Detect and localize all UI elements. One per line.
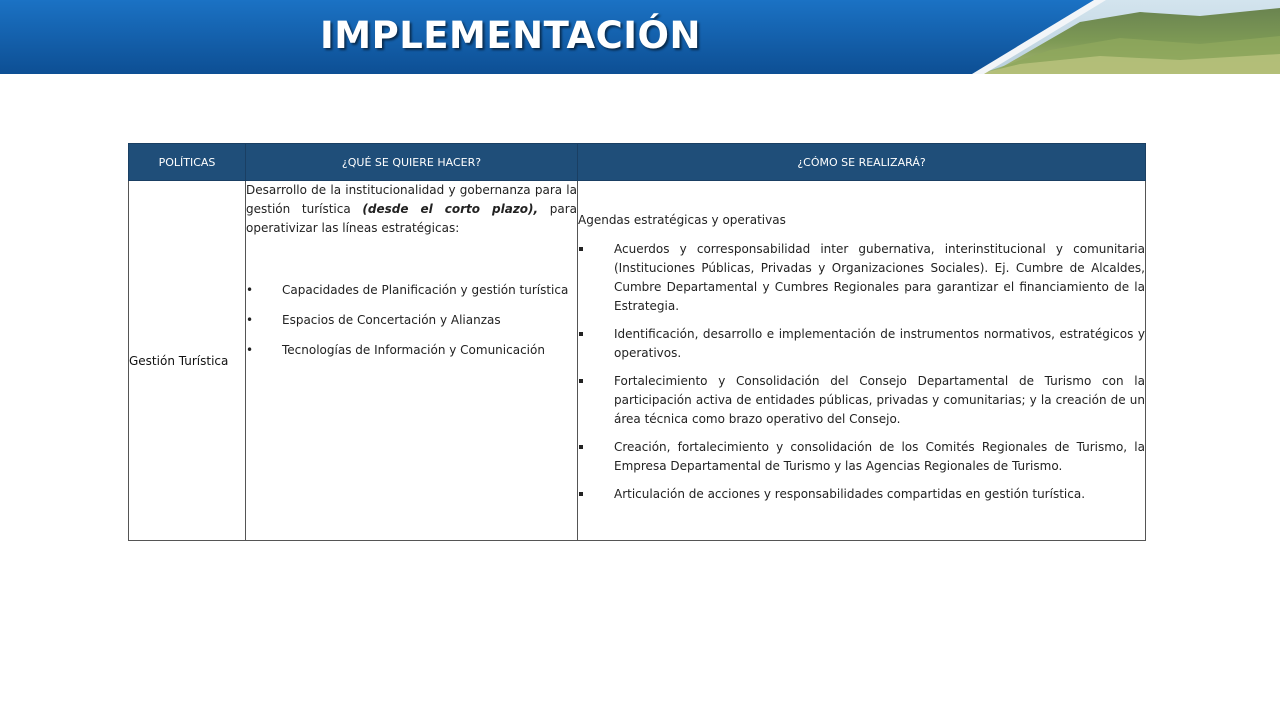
que-intro-text-end: para operativizar las líneas estratégicas: [246,202,578,235]
politica-cell [129,181,246,541]
square-bullet-icon [579,332,583,336]
header-que: ¿QUÉ SE QUIERE HACER? [246,144,578,181]
list-item-text: Fortalecimiento y Consolidación del Consejo Departamental de Turismo con la participación activa de entidades públicas, privadas y comunitarias; y la creación de un área técnica como brazo operativo del Consejo. [614,374,1145,426]
que-intro [246,181,577,238]
list-item-text: Espacios de Concertación y Alianzas [282,313,501,327]
square-bullet-icon [579,492,583,496]
list-item [246,340,577,370]
list-item [578,438,1145,476]
como-list [578,240,1145,504]
que-intro-text: Desarrollo de la institucionalidad y gobernanza para la gestión turística [246,183,577,216]
como-heading: Agendas estratégicas y operativas [578,213,786,227]
list-item [578,240,1145,316]
list-item [246,310,577,340]
bullet-icon: • [246,313,254,327]
list-item [578,325,1145,363]
list-item [578,372,1145,429]
header-politicas: POLÍTICAS [129,144,246,181]
table-row [129,181,1146,541]
square-bullet-icon [579,247,583,251]
que-cell [246,181,578,541]
header-como: ¿CÓMO SE REALIZARÁ? [578,144,1146,181]
list-item-text: Articulación de acciones y responsabilidades compartidas en gestión turística. [614,487,1086,501]
square-bullet-icon [579,379,583,383]
list-item-text: Identificación, desarrollo e implementación de instrumentos normativos, estratégicos y operativos. [614,327,1145,360]
bullet-icon: • [246,283,254,297]
square-bullet-icon [579,445,583,449]
que-list [246,280,577,370]
como-cell [578,181,1146,541]
list-item-text: Acuerdos y corresponsabilidad inter gubernativa, interinstitucional y comunitaria (Instituciones Públicas, Privadas y Organizaciones Sociales). Ej. Cumbre de Alcaldes, Cumbre Departamental y Cumbres Regionales para garantizar el financiamiento de la Estrategia. [614,242,1145,313]
page-title: IMPLEMENTACIÓN [320,14,701,57]
implementation-table [128,143,1146,541]
list-item [578,485,1145,504]
table-header-row [129,144,1146,181]
que-intro-emphasis: (desde el corto plazo), [362,202,539,216]
list-item-text: Creación, fortalecimiento y consolidación de los Comités Regionales de Turismo, la Empresa Departamental de Turismo y las Agencias Regionales de Turismo. [614,440,1145,473]
politica-name: Gestión Turística [129,353,229,368]
bullet-icon: • [246,343,254,357]
list-item-text: Capacidades de Planificación y gestión turística [282,283,569,297]
header-banner [0,0,1280,74]
list-item-text: Tecnologías de Información y Comunicación [282,343,545,357]
list-item [246,280,577,310]
